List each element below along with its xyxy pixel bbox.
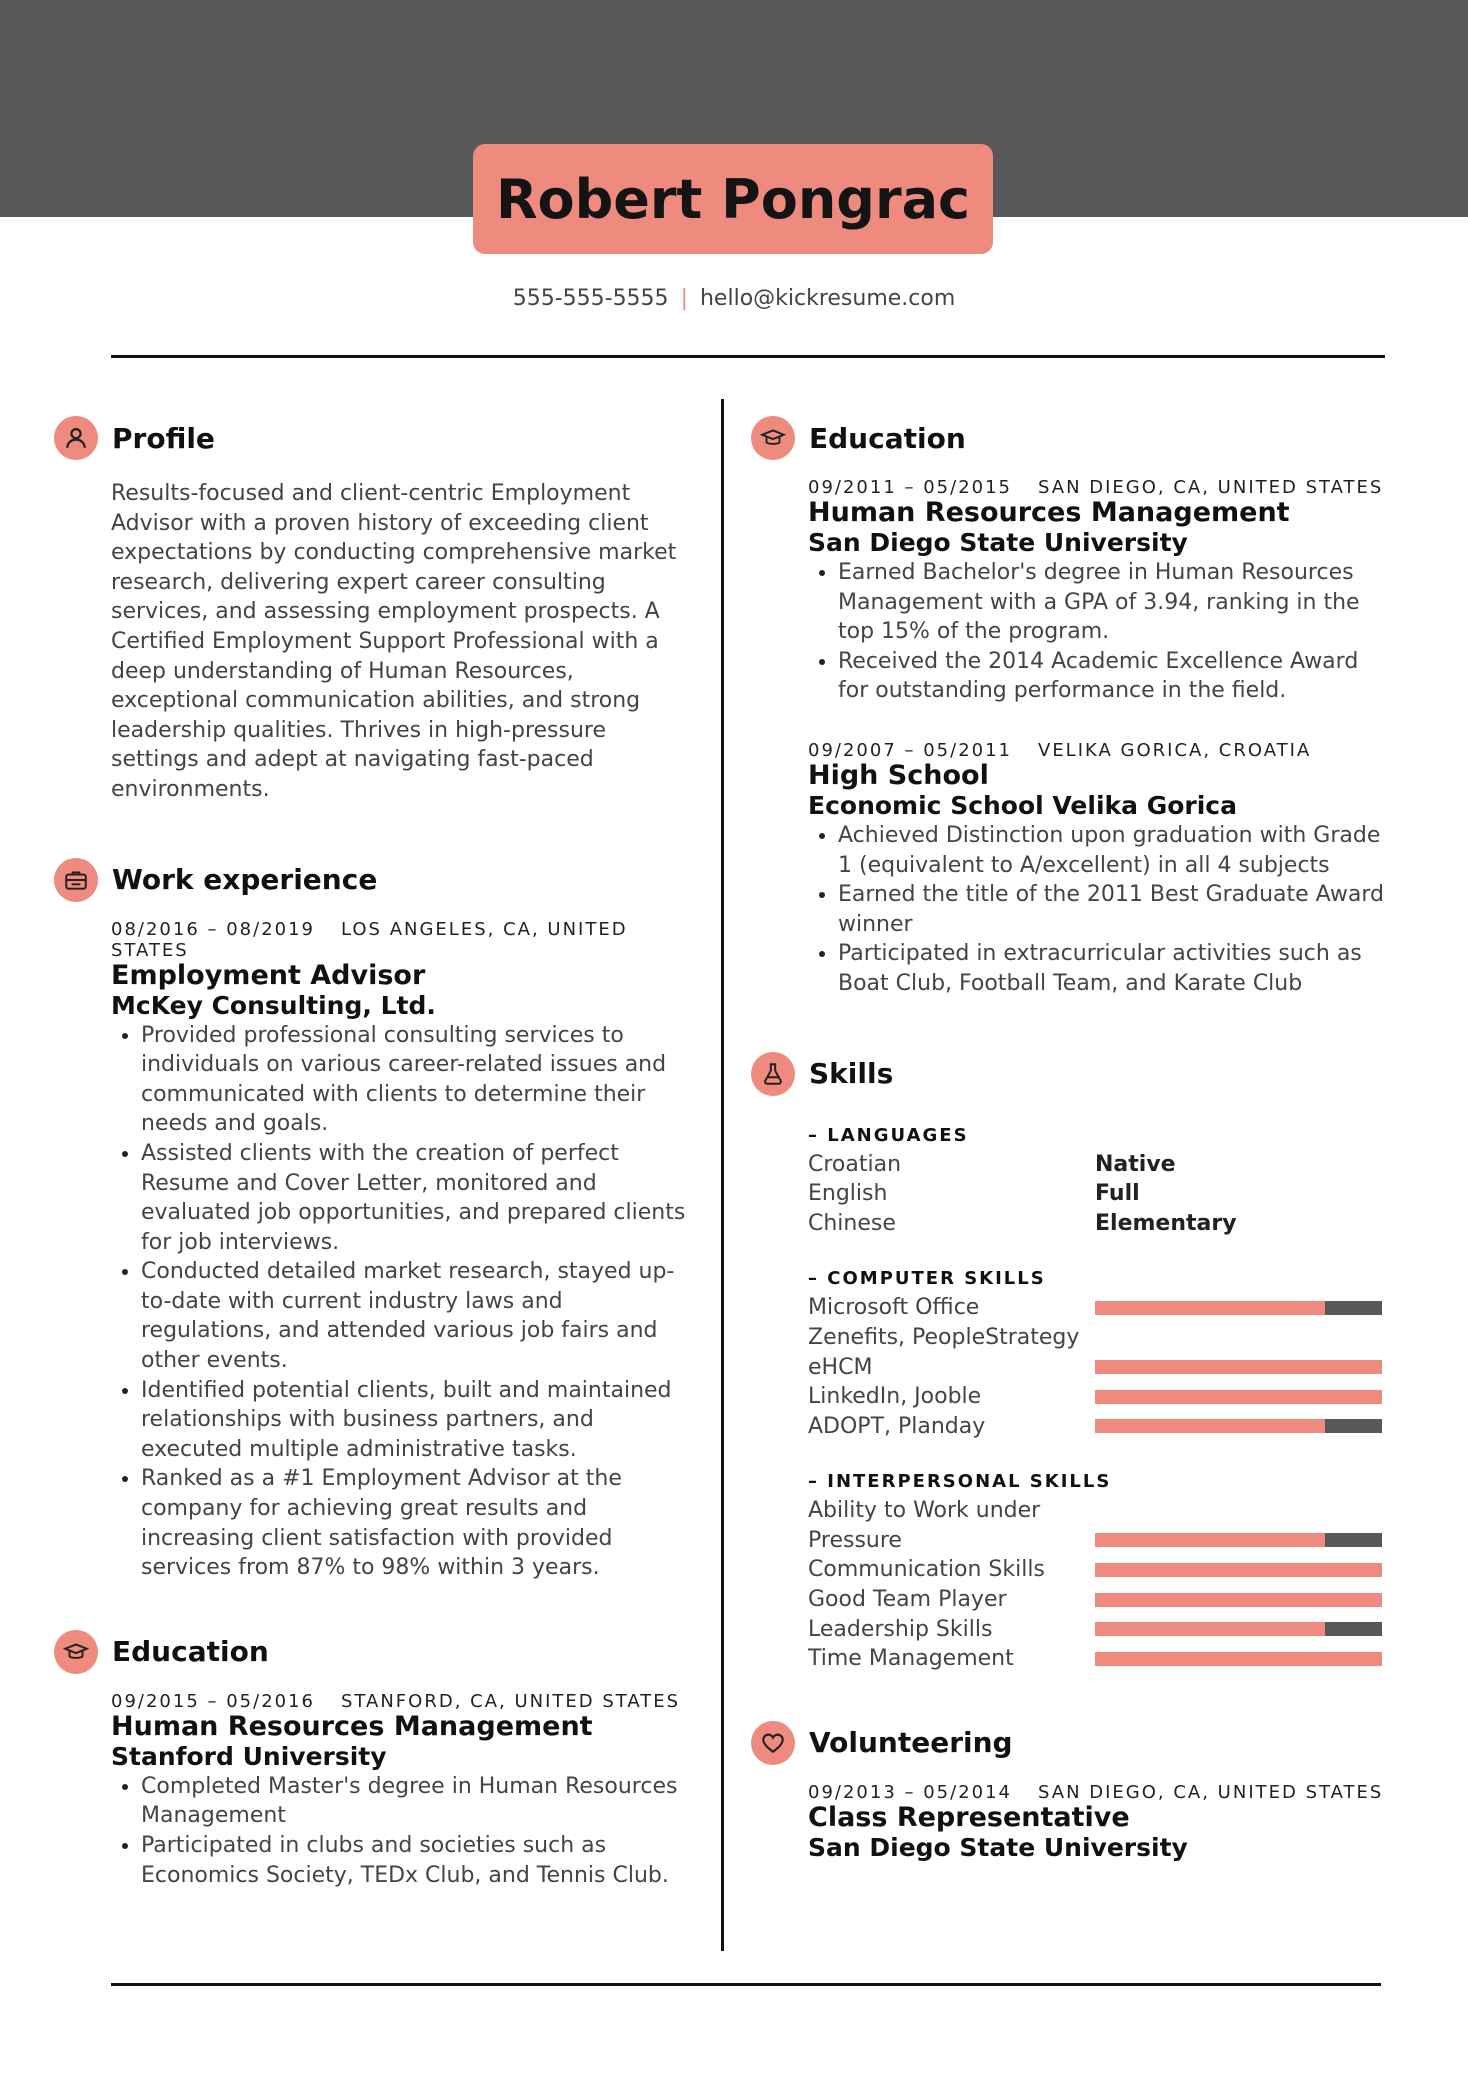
work-place: LOS ANGELES, CA, UNITED STATES — [111, 918, 628, 961]
graduation-cap-icon — [54, 1630, 98, 1674]
language-name: English — [808, 1181, 888, 1207]
skill-level-rest — [1325, 1419, 1382, 1433]
top-divider — [111, 355, 1385, 358]
skill-level-fill — [1095, 1360, 1382, 1374]
language-level: Full — [1095, 1181, 1140, 1207]
graduation-cap-icon — [751, 416, 795, 460]
right-column — [751, 413, 1391, 1863]
skill-name: Zenefits, PeopleStrategy eHCM — [808, 1324, 1080, 1380]
skill-name: Ability to Work under Pressure — [808, 1498, 1041, 1553]
skills-body — [808, 1125, 1391, 1674]
email[interactable]: hello@kickresume.com — [699, 286, 956, 311]
skill-name: Microsoft Office — [808, 1295, 980, 1321]
skill-level-rest — [1325, 1301, 1382, 1315]
edu-dates: 09/2011 – 05/2015 — [808, 477, 1012, 498]
skill-level-bar — [1095, 1652, 1382, 1666]
education-right-title: Education — [809, 421, 966, 455]
skill-name: Communication Skills — [808, 1557, 1045, 1583]
name-box — [473, 144, 993, 254]
skill-level-rest — [1325, 1622, 1382, 1636]
work-role: Employment Advisor — [111, 959, 426, 991]
work-bullets — [111, 1021, 694, 1583]
skill-level-fill — [1095, 1563, 1382, 1577]
list-item: • Conducted detailed market research, stayed up-to-date with current industry laws and regulations, and attended various job fairs and other events. — [141, 1257, 694, 1375]
work-dates: 08/2016 – 08/2019 — [111, 918, 315, 940]
work-section — [54, 855, 694, 1583]
phone: 555-555-5555 — [512, 286, 669, 311]
work-title: Work experience — [112, 863, 378, 897]
education-right-section — [751, 413, 1391, 999]
languages-label: – LANGUAGES — [808, 1124, 969, 1146]
skill-name: LinkedIn, Jooble — [808, 1384, 982, 1410]
skill-name: Time Management — [808, 1646, 1014, 1672]
skill-level-fill — [1095, 1301, 1325, 1315]
skill-level-bar — [1095, 1593, 1382, 1607]
language-row — [808, 1209, 1391, 1239]
edu-bullets — [111, 1772, 694, 1890]
skill-level-fill — [1095, 1533, 1325, 1547]
edu-school: Stanford University — [111, 1741, 387, 1771]
list-item: • Achieved Distinction upon graduation with Grade 1 (equivalent to A/excellent) in all 4 subjects — [838, 821, 1391, 880]
list-item: • Earned Bachelor's degree in Human Resources Management with a GPA of 3.94, ranking in the top 15% of the program. — [838, 558, 1391, 647]
profile-section — [54, 413, 694, 805]
education-right-entry-1 — [808, 477, 1391, 706]
education-left-title: Education — [112, 1635, 269, 1669]
skill-level-bar — [1095, 1533, 1382, 1547]
interpersonal-skills-list — [808, 1496, 1391, 1674]
language-name: Chinese — [808, 1210, 896, 1236]
edu-degree: Human Resources Management — [808, 497, 1290, 528]
briefcase-icon — [54, 858, 98, 902]
profile-text: Results-focused and client-centric Employment Advisor with a proven history of exceeding client expectations by conducting comprehensive market research, delivering expert career consulting services, and assessing employment prospects. A Certified Employment Support Professional with a deep understanding of Human Resources, exceptional communication abilities, and strong leadership qualities. Thrives in high-pressure settings and adept at navigating fast-paced environments. — [111, 481, 677, 802]
list-item: • Assisted clients with the creation of perfect Resume and Cover Letter, monitored and evaluated job opportunities, and prepared clients for job interviews. — [141, 1139, 694, 1257]
work-entry — [111, 919, 694, 1583]
edu-degree: Human Resources Management — [111, 1710, 593, 1742]
edu-school: Economic School Velika Gorica — [808, 790, 1237, 820]
edu-bullets — [808, 558, 1391, 706]
list-item: • Identified potential clients, built and maintained relationships with business partners, and executed multiple administrative tasks. — [141, 1376, 694, 1465]
list-item: • Ranked as a #1 Employment Advisor at the company for achieving great results and increasing client satisfaction with provided services from 87% to 98% within 3 years. — [141, 1464, 694, 1582]
skills-section — [751, 1049, 1391, 1674]
edu-bullets — [808, 821, 1391, 999]
list-item: • Received the 2014 Academic Excellence Award for outstanding performance in the field. — [838, 647, 1391, 706]
list-item: • Earned the title of the 2011 Best Graduate Award winner — [838, 880, 1391, 939]
skill-level-fill — [1095, 1593, 1382, 1607]
skill-level-bar — [1095, 1390, 1382, 1404]
skill-row — [808, 1323, 1391, 1382]
vol-role: Class Representative — [808, 1801, 1130, 1833]
skill-row — [808, 1615, 1391, 1645]
list-item: • Participated in clubs and societies such as Economics Society, TEDx Club, and Tennis Club. — [141, 1831, 694, 1890]
bottom-divider — [111, 1983, 1381, 1986]
list-item: • Participated in extracurricular activities such as Boat Club, Football Team, and Karate Club — [838, 939, 1391, 998]
language-row — [808, 1179, 1391, 1209]
flask-icon — [751, 1052, 795, 1096]
skill-row — [808, 1555, 1391, 1585]
contact-separator: | — [680, 286, 688, 311]
skill-level-fill — [1095, 1419, 1325, 1433]
education-left-section — [54, 1627, 694, 1890]
edu-place: STANFORD, CA, UNITED STATES — [341, 1690, 681, 1712]
edu-place: SAN DIEGO, CA, UNITED STATES — [1038, 477, 1384, 498]
computer-skills-list — [808, 1293, 1391, 1441]
skill-row — [808, 1644, 1391, 1674]
edu-school: San Diego State University — [808, 528, 1188, 557]
skill-row — [808, 1412, 1391, 1442]
edu-degree: High School — [808, 759, 989, 791]
heart-icon — [751, 1721, 795, 1765]
candidate-name: Robert Pongrac — [495, 167, 971, 231]
vol-dates: 09/2013 – 05/2014 — [808, 1781, 1012, 1803]
computer-skills-label: – COMPUTER SKILLS — [808, 1268, 1046, 1290]
skill-level-bar — [1095, 1360, 1382, 1374]
edu-place: VELIKA GORICA, CROATIA — [1038, 739, 1312, 761]
list-item: • Provided professional consulting services to individuals on various career-related issues and communicated with clients to determine their needs and goals. — [141, 1021, 694, 1139]
skill-level-rest — [1325, 1533, 1382, 1547]
volunteering-section — [751, 1718, 1391, 1863]
skill-row — [808, 1293, 1391, 1323]
volunteering-title: Volunteering — [809, 1726, 1013, 1760]
skill-name: ADOPT, Planday — [808, 1413, 986, 1439]
education-right-entry-2 — [808, 740, 1391, 999]
skill-level-bar — [1095, 1563, 1382, 1577]
language-row — [808, 1150, 1391, 1180]
skill-level-fill — [1095, 1652, 1382, 1666]
skill-row — [808, 1382, 1391, 1412]
volunteering-entry — [808, 1782, 1391, 1863]
person-icon — [54, 416, 98, 460]
vol-org: San Diego State University — [808, 1832, 1188, 1862]
edu-dates: 09/2015 – 05/2016 — [111, 1690, 315, 1712]
education-left-entry — [111, 1691, 694, 1890]
list-item: • Completed Master's degree in Human Resources Management — [141, 1772, 694, 1831]
skill-level-fill — [1095, 1390, 1382, 1404]
skill-level-bar — [1095, 1622, 1382, 1636]
skill-level-bar — [1095, 1419, 1382, 1433]
skills-title: Skills — [809, 1057, 894, 1091]
left-column — [54, 413, 694, 1890]
contact-line — [0, 286, 1468, 311]
skill-row — [808, 1585, 1391, 1615]
language-level: Elementary — [1095, 1210, 1237, 1236]
column-divider — [721, 399, 724, 1951]
edu-dates: 09/2007 – 05/2011 — [808, 739, 1012, 761]
profile-title: Profile — [112, 421, 215, 455]
vol-place: SAN DIEGO, CA, UNITED STATES — [1038, 1781, 1384, 1803]
skill-level-bar — [1095, 1301, 1382, 1315]
skill-level-fill — [1095, 1622, 1325, 1636]
skill-name: Leadership Skills — [808, 1616, 993, 1642]
language-level: Native — [1095, 1151, 1176, 1177]
language-name: Croatian — [808, 1151, 902, 1177]
skill-name: Good Team Player — [808, 1587, 1007, 1613]
interpersonal-skills-label: – INTERPERSONAL SKILLS — [808, 1471, 1112, 1493]
skill-row — [808, 1496, 1391, 1555]
work-org: McKey Consulting, Ltd. — [111, 990, 436, 1020]
